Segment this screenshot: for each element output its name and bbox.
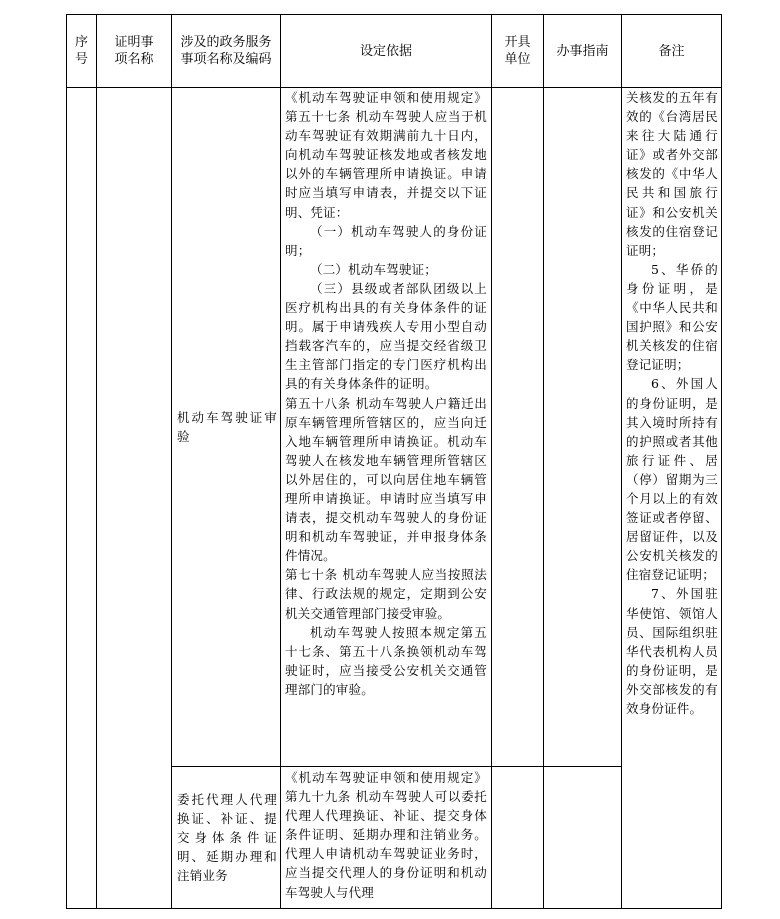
basis-paragraph: 第五十八条 机动车驾驶人户籍迁出原车辆管理所管辖区的，应当向迁入地车辆管理所申请换证。机动车驾驶人在核发地车辆管理所管辖区以外居住的，可以向居住地车辆管理所申请换证。申请时应当填写申请表，提交机动车驾驶人的身份证明和机动车驾驶证，并申报身体条件情况。 xyxy=(285,395,487,564)
column-divider xyxy=(491,14,492,909)
header-service xyxy=(172,15,280,87)
row2-service xyxy=(177,790,277,885)
header-name xyxy=(97,15,171,87)
column-divider xyxy=(621,14,622,909)
basis-paragraph: （二）机动车驾驶证； xyxy=(310,261,438,277)
table-border-left xyxy=(66,14,67,909)
column-divider xyxy=(171,14,172,909)
table-border-bottom xyxy=(66,908,722,909)
header-seq-text: 序号 xyxy=(74,35,88,67)
header-seq xyxy=(67,15,96,87)
basis-paragraph: （一）机动车驾驶人的身份证明； xyxy=(285,223,487,258)
basis-paragraph: 第七十条 机动车驾驶人应当按照法律、行政法规的规定，定期到公安机关交通管理部门接受审验。 xyxy=(285,567,487,621)
row1-service xyxy=(177,408,277,446)
header-issuer xyxy=(492,15,543,87)
remark-paragraph: 6、外国人的身份证明，是其入境时所持有的护照或者其他旅行证件、居（停）留期为三个月以上的有效签证或者停留、居留证件，以及公安机关核发的住宿登记证明； xyxy=(626,376,718,583)
header-guide-text: 办事指南 xyxy=(556,43,609,59)
header-guide xyxy=(544,15,621,87)
row1-service-text: 机动车驾驶证审验 xyxy=(177,410,277,445)
row-divider xyxy=(171,766,622,767)
table-border-right xyxy=(721,14,722,909)
basis-paragraph: 《机动车驾驶证申领和使用规定》第九十九条 机动车驾驶人可以委托代理人代理换证、补证、提交身体条件证明、延期办理和注销业务。代理人申请机动车驾驶证业务时，应当提交代理人的身份证明和机动车驾驶人与代理 xyxy=(285,770,487,900)
remark-cell xyxy=(626,88,718,718)
remark-paragraph: 7、外国驻华使馆、领馆人员、国际组织驻华代表机构人员的身份证明，是外交部核发的有效身份证件。 xyxy=(626,586,718,716)
row2-service-text: 委托代理人代理换证、补证、提交身体条件证明、延期办理和注销业务 xyxy=(177,792,277,884)
document-table xyxy=(66,14,722,909)
remark-paragraph: 5、华侨的身份证明，是《中华人民共和国护照》和公安机关核发的住宿登记证明； xyxy=(626,261,718,373)
header-remark xyxy=(622,15,721,87)
column-divider xyxy=(280,14,281,909)
row1-basis xyxy=(285,88,487,699)
row2-basis xyxy=(285,768,487,906)
column-divider xyxy=(96,14,97,909)
header-service-text: 涉及的政务服务事项名称及编码 xyxy=(180,35,272,67)
header-name-text: 证明事项名称 xyxy=(114,35,154,67)
basis-paragraph: （三）县级或者部队团级以上医疗机构出具的有关身体条件的证明。属于申请残疾人专用小型自动挡载客汽车的，应当提交经省级卫生主管部门指定的专门医疗机构出具的有关身体条件的证明。 xyxy=(285,280,487,392)
basis-paragraph: 机动车驾驶人按照本规定第五十七条、第五十八条换领机动车驾驶证时，应当接受公安机关交通管理部门的审验。 xyxy=(285,624,487,697)
remark-paragraph: 关核发的五年有效的《台湾居民来往大陆通行证》或者外交部核发的《中华人民共和国旅行证》和公安机关核发的住宿登记证明； xyxy=(626,90,718,258)
header-issuer-text: 开具单位 xyxy=(504,35,531,67)
column-divider xyxy=(543,14,544,909)
basis-paragraph: 《机动车驾驶证申领和使用规定》第五十七条 机动车驾驶人应当于机动车驾驶证有效期满前九十日内，向机动车驾驶证核发地或者核发地以外的车辆管理所申请换证。申请时应当填写申请表，并提交以下证明、凭证： xyxy=(285,90,487,220)
header-remark-text: 备注 xyxy=(658,43,685,59)
header-basis-text: 设定依据 xyxy=(359,43,412,59)
header-basis xyxy=(281,15,491,87)
